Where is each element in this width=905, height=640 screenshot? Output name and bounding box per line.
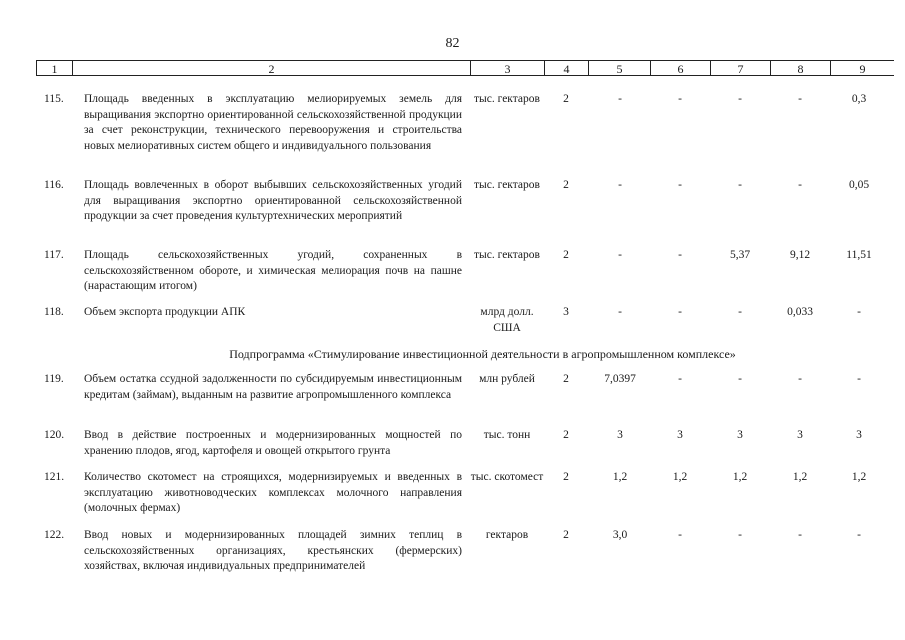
row-description: Площадь сельскохозяйственных угодий, сохраненных в сельскохозяйственном обороте, и химическая мелиорация почв на пашне (нарастающим итогом): [84, 249, 462, 292]
row-col-8: -: [798, 373, 802, 385]
row-col-7: 5,37: [729, 249, 751, 261]
header-col-2: 2: [72, 60, 470, 76]
row-col-7: -: [738, 529, 742, 541]
row-description: Количество скотомест на строящихся, модернизируемых и введенных в эксплуатацию животноводческих комплексах молочного направления (молочных фермах): [84, 471, 462, 514]
row-col-7: 3: [737, 429, 743, 441]
row-col-6: -: [678, 306, 682, 318]
table-header: [36, 60, 894, 76]
row-col-9: 0,05: [848, 179, 870, 191]
row-col-7: -: [738, 93, 742, 105]
row-number: 120.: [44, 429, 65, 441]
row-unit: млрд долл. США: [480, 306, 534, 334]
row-col-9: 0,3: [851, 93, 867, 105]
subprogram-heading: Подпрограмма «Стимулирование инвестиционной деятельности в агропромышленном комплексе»: [229, 347, 736, 361]
row-col-8: -: [798, 93, 802, 105]
row-col-7: -: [738, 373, 742, 385]
row-col-8: -: [798, 529, 802, 541]
row-description: Ввод новых и модернизированных площадей зимних теплиц в сельскохозяйственных организациях, крестьянских (фермерских) хозяйствах, включая индивидуальных предпринимателей: [84, 529, 462, 572]
row-unit: тыс. гектаров: [474, 93, 540, 105]
header-col-4: 4: [544, 60, 588, 76]
row-col-5: 3: [617, 429, 623, 441]
row-col-4: 2: [563, 429, 569, 441]
row-description: Ввод в действие построенных и модернизированных мощностей по хранению плодов, ягод, картофеля и овощей открытого грунта: [84, 429, 462, 457]
row-col-7: -: [738, 179, 742, 191]
header-col-8: 8: [770, 60, 830, 76]
row-unit: гектаров: [485, 529, 529, 541]
row-col-8: 9,12: [789, 249, 811, 261]
row-col-6: -: [678, 529, 682, 541]
row-col-6: -: [678, 93, 682, 105]
row-col-5: 3,0: [612, 529, 628, 541]
row-col-6: 3: [677, 429, 683, 441]
row-col-9: -: [857, 373, 861, 385]
header-col-6: 6: [650, 60, 710, 76]
row-col-4: 2: [563, 471, 569, 483]
row-number: 116.: [44, 179, 64, 191]
row-number: 122.: [44, 529, 65, 541]
row-col-9: -: [857, 306, 861, 318]
row-col-9: 1,2: [851, 471, 867, 483]
row-col-6: -: [678, 373, 682, 385]
row-col-8: 1,2: [792, 471, 808, 483]
row-description: Объем экспорта продукции АПК: [84, 306, 246, 318]
row-col-6: 1,2: [672, 471, 688, 483]
header-col-5: 5: [588, 60, 650, 76]
row-unit: тыс. гектаров: [474, 249, 540, 261]
row-col-9: -: [857, 529, 861, 541]
row-col-8: 0,033: [787, 306, 813, 318]
row-number: 119.: [44, 373, 64, 385]
row-unit: тыс. тонн: [483, 429, 531, 441]
row-description: Площадь введенных в эксплуатацию мелиорируемых земель для выращивания экспортно ориентированной сельскохозяйственной продукции за счет реконструкции, технического перевооружения и строительства новых мелиоративных систем общего и индивидуального пользования: [84, 93, 462, 152]
row-description: Объем остатка ссудной задолженности по субсидируемым инвестиционным кредитам (займам), выданным на развитие агропромышленного комплекса: [84, 373, 462, 401]
row-col-6: -: [678, 179, 682, 191]
row-unit: тыс. скотомест: [470, 471, 544, 483]
header-col-3: 3: [470, 60, 544, 76]
row-number: 117.: [44, 249, 64, 261]
row-number: 118.: [44, 306, 64, 318]
row-col-6: -: [678, 249, 682, 261]
row-col-5: -: [618, 179, 622, 191]
row-col-5: -: [618, 306, 622, 318]
row-col-4: 2: [563, 93, 569, 105]
row-col-8: -: [798, 179, 802, 191]
row-description: Площадь вовлеченных в оборот выбывших сельскохозяйственных угодий для выращивания экспортно ориентированной сельскохозяйственной продукции за счет проведения культуртехнических мероприятий: [84, 179, 462, 222]
row-number: 115.: [44, 93, 64, 105]
header-col-9: 9: [830, 60, 894, 76]
page-number: 82: [445, 36, 460, 51]
row-number: 121.: [44, 471, 65, 483]
row-col-5: 7,0397: [604, 373, 636, 385]
row-unit: млн рублей: [479, 373, 535, 385]
row-col-5: -: [618, 93, 622, 105]
row-col-4: 2: [563, 179, 569, 191]
row-col-5: 1,2: [612, 471, 628, 483]
header-col-1: 1: [36, 60, 72, 76]
row-col-9: 3: [856, 429, 862, 441]
row-col-7: 1,2: [732, 471, 748, 483]
header-col-7: 7: [710, 60, 770, 76]
row-unit: тыс. гектаров: [474, 179, 540, 191]
row-col-4: 2: [563, 373, 569, 385]
row-col-9: 11,51: [846, 249, 872, 261]
row-col-4: 3: [563, 306, 569, 318]
row-col-8: 3: [797, 429, 803, 441]
row-col-4: 2: [563, 249, 569, 261]
row-col-5: -: [618, 249, 622, 261]
row-col-4: 2: [563, 529, 569, 541]
row-col-7: -: [738, 306, 742, 318]
